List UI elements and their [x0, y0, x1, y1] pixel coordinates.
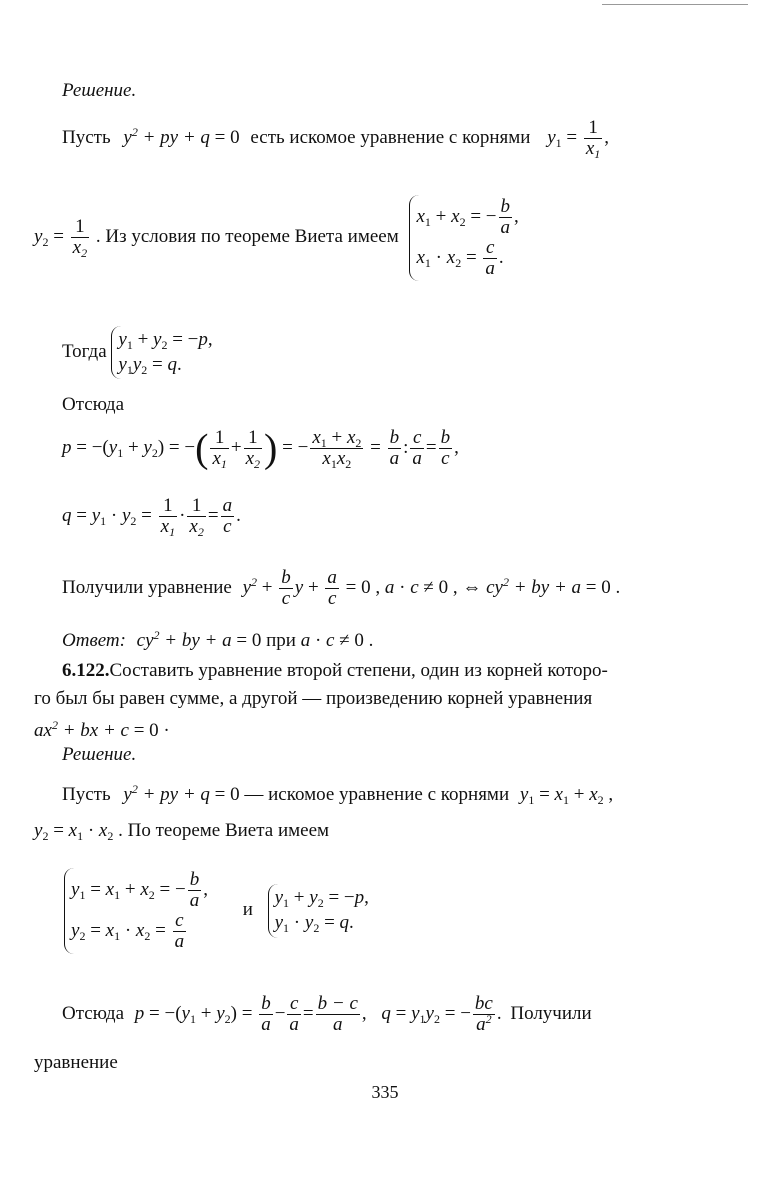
answer-line: Ответ: $cy^2$ + by + a = 0 при a · c ≠ 0 .: [62, 628, 374, 651]
paragraph-vieta-1: $y_2$ = $\frac{1}{x_2}$ . Из условия по теореме Виета имеем $x_1 + x_2$ = − $\frac{b}{a}$ , $x_1 \cdot x_2$ = $\frac{c}{a}$ .: [34, 196, 519, 279]
problem-line-1: [62, 660, 608, 682]
text-hence-2: Отсюда: [62, 1002, 125, 1024]
text-let-2: Пусть: [62, 784, 111, 805]
formula-p: $p = -(y_1 + y_2)$ = −( $\frac{1}{x_1}$ + $\frac{1}{x_2}$ ) = − $\frac{x_1 + x_2}{x_1x_2}$ = $\frac{b}{a}$ : $\frac{c}{a}$ = $\frac{b}{c}$ ,: [62, 425, 459, 471]
paragraph-got-equation: Получили уравнение $y^2$ + $\frac{b}{c}$ y + $\frac{a}{c}$ = 0 , a · c ≠ 0 , ⇔ $cy^2$ + by + a = 0 .: [62, 567, 621, 609]
paragraph-let-2: Пусть $y^2$ + py + q = 0 — искомое уравнение с корнями $y_1 = x_1 + x_2$ ,: [62, 782, 614, 807]
text-equation-word: уравнение: [34, 1052, 118, 1073]
paragraph-let-y1: Пусть $y^2$ + py + q = 0 есть искомое уравнение с корнями $y_1$ = $\frac{1}{x_1}$ ,: [62, 117, 610, 161]
text-then: Тогда: [62, 341, 107, 363]
text-roots: есть искомое уравнение с корнями: [250, 126, 531, 148]
vieta-system-1: $x_1 + x_2$ = − $\frac{b}{a}$ , $x_1 \cdot x_2$ = $\frac{c}{a}$ .: [409, 195, 518, 281]
text-got-equation: Получили уравнение: [62, 576, 232, 598]
page-number: 335: [371, 1082, 399, 1102]
fraction-1-over-x1: $\frac{1}{x_1}$: [585, 117, 601, 161]
vieta-systems-2: [64, 868, 369, 954]
top-rule: [602, 4, 748, 5]
paragraph-then: [62, 326, 213, 379]
paragraph-hence-2: Отсюда $p = -(y_1 + y_2)$ = $\frac{b}{a}$ − $\frac{c}{a}$ = $\frac{b - c}{a}$ , $q = y_1y_2$ = − $\frac{bc}{a^2}$ . Получили: [62, 993, 592, 1035]
fraction-1-over-x2: $\frac{1}{x_2}$: [72, 216, 88, 261]
formula-q: $q = y_1 \cdot y_2$ = $\frac{1}{x_1}$ · $\frac{1}{x_2}$ = $\frac{a}{c}$ .: [62, 495, 241, 539]
text-and: и: [242, 899, 253, 921]
text-answer-when: при: [266, 630, 296, 651]
problem-equation: $ax^2$ + bx + c = 0 ·: [34, 718, 170, 741]
system-p-q: $y_1 + y_2 = -p$, $y_1y_2 = q$.: [111, 326, 212, 379]
system-p-q-2: $y_1 + y_2 = -p$, $y_1 \cdot y_2 = q$.: [268, 884, 369, 937]
problem-number: 6.122.: [62, 660, 110, 681]
solution-heading-1: Решение.: [62, 80, 137, 101]
text-vieta-2: . По теореме Виета имеем: [118, 820, 330, 841]
text-roots-2: — искомое уравнение с корнями: [244, 784, 510, 805]
text-vieta-1: . Из условия по теореме Виета имеем: [95, 226, 399, 248]
problem-text-1: Составить уравнение второй степени, один из корней которо-: [109, 660, 608, 681]
problem-line-2: го был бы равен сумме, а другой — произведению корней уравнения: [34, 688, 593, 709]
text-hence-1: Отсюда: [62, 394, 125, 415]
text-got: Получили: [510, 1002, 592, 1024]
paragraph-vieta-2: $y_2 = x_1 \cdot x_2$ . По теореме Виета имеем: [34, 820, 330, 843]
text-answer-label: Ответ:: [62, 630, 126, 651]
text-let: Пусть: [62, 126, 111, 148]
vieta-system-2: $y_1 = x_1 + x_2$ = − $\frac{b}{a}$ , $y_2 = x_1 \cdot x_2$ = $\frac{c}{a}$: [64, 868, 208, 954]
solution-heading-2: Решение.: [62, 744, 137, 765]
